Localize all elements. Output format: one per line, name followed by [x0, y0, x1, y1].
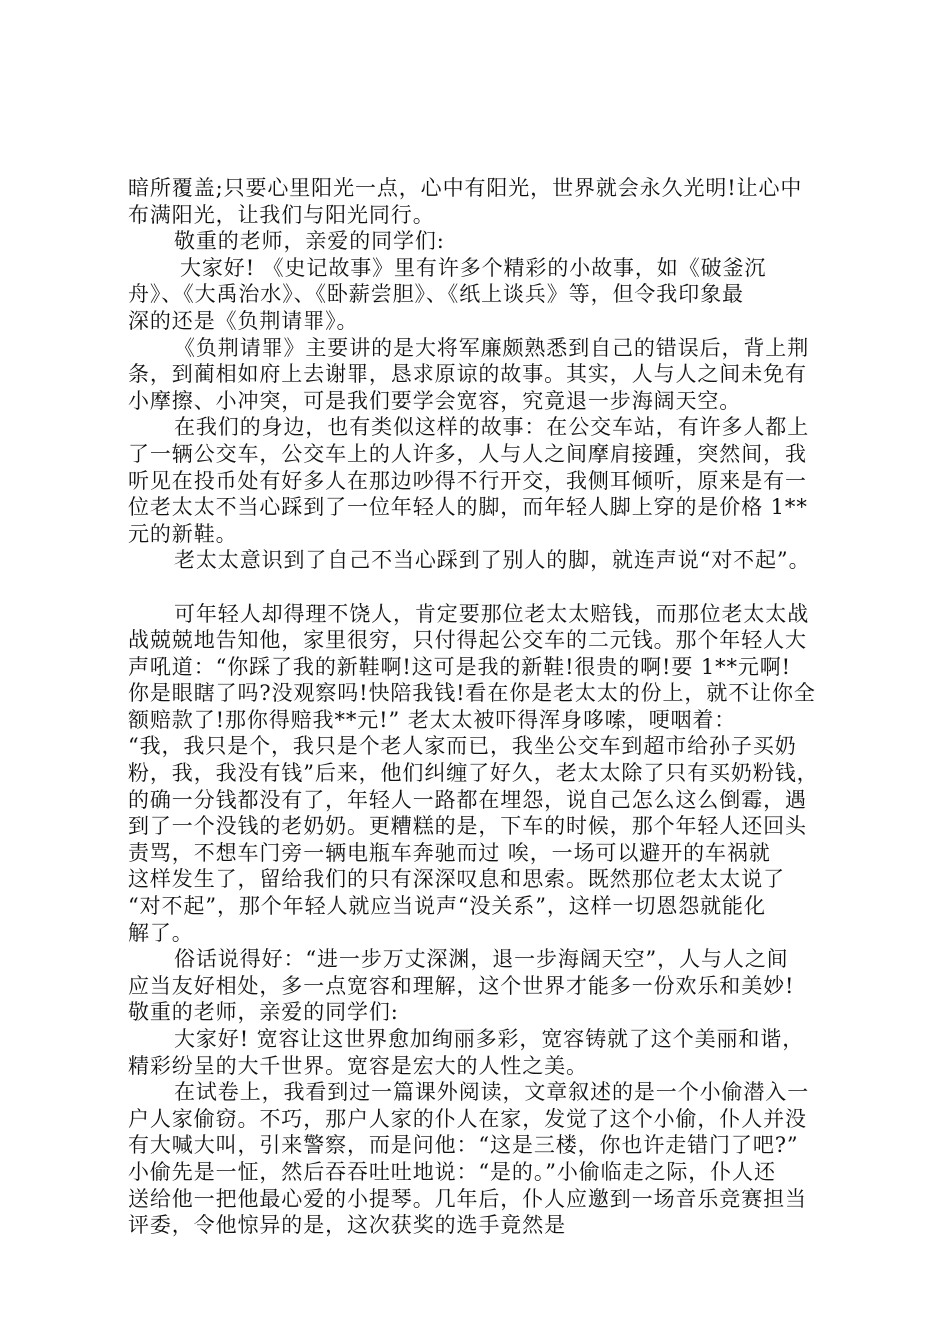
text-line: 户人家偷窃。不巧，那户人家的仆人在家，发觉了这个小偷，仆人并没: [128, 1106, 807, 1131]
text-line: 有大喊大叫，引来警察，而是问他：“这是三楼，你也许走错门了吧?”: [128, 1133, 799, 1158]
text-line: 送给他一把他最心爱的小提琴。几年后，仆人应邀到一场音乐竞赛担当: [128, 1186, 807, 1211]
text-line: 额赔款了!那你得赔我**元!” 老太太被吓得浑身哆嗦，哽咽着：: [128, 707, 737, 732]
text-line: 声吼道：“你踩了我的新鞋啊!这可是我的新鞋!很贵的啊!要 1**元啊!: [128, 654, 792, 679]
text-line: 到了一个没钱的老奶奶。更糟糕的是，下车的时候，那个年轻人还回头: [128, 814, 807, 839]
text-line: 了一辆公交车，公交车上的人许多，人与人之间摩肩接踵，突然间，我: [128, 441, 807, 466]
text-line: 大家好! 宽容让这世界愈加绚丽多彩，宽容铸就了这个美丽和谐，: [174, 1027, 805, 1051]
text-line: 责骂，不想车门旁一辆电瓶车奔驰而过 唉，一场可以避开的车祸就: [128, 840, 771, 865]
text-line: 的确一分钱都没有了，年轻人一路都在埋怨，说自己怎么这么倒霉，遇: [128, 787, 807, 812]
text-line: 在试卷上，我看到过一篇课外阅读，文章叙述的是一个小偷潜入一: [174, 1080, 810, 1105]
text-line: 位老太太不当心踩到了一位年轻人的脚，而年轻人脚上穿的是价格 1**: [128, 495, 808, 520]
text-line: 元的新鞋。: [128, 521, 238, 546]
text-line: 评委，令他惊异的是，这次获奖的选手竟然是: [128, 1213, 566, 1238]
text-line: 《负荆请罪》主要讲的是大将军廉颇熟悉到自己的错误后，背上荆: [174, 335, 810, 360]
body-text: [128, 175, 840, 1239]
text-line: 你是眼瞎了吗?没观察吗!快陪我钱!看在你是老太太的份上，就不让你全: [128, 681, 816, 706]
greeting: 敬重的老师，亲爱的同学们:: [128, 1000, 399, 1025]
text-line: 这样发生了，留给我们的只有深深叹息和思索。既然那位老太太说了: [128, 867, 785, 892]
text-line: 精彩纷呈的大千世界。宽容是宏大的人性之美。: [128, 1053, 588, 1078]
text-line: 战兢兢地告知他，家里很穷，只付得起公交车的二元钱。那个年轻人大: [128, 628, 807, 653]
text-line: 舟》、《大禹治水》、《卧薪尝胆》、《纸上谈兵》等，但令我印象最: [128, 282, 744, 307]
text-line: 布满阳光，让我们与阳光同行。: [128, 202, 435, 227]
text-line: 小摩擦、小冲突，可是我们要学会宽容，究竟退一步海阔天空。: [128, 388, 742, 413]
text-line: 俗话说得好：“进一步万丈深渊，退一步海阔天空”，人与人之间: [174, 947, 789, 972]
text-line: 老太太意识到了自己不当心踩到了别人的脚，就连声说“对不起”。: [174, 548, 811, 573]
text-line: “我，我只是个，我只是个老人家而已，我坐公交车到超市给孙子买奶: [128, 734, 797, 759]
paragraph-gap: [128, 574, 840, 601]
greeting: 敬重的老师，亲爱的同学们:: [174, 229, 445, 254]
text-line: 在我们的身边，也有类似这样的故事：在公交车站，有许多人都上: [174, 415, 810, 440]
text-line: 粉，我，我没有钱”后来，他们纠缠了好久，老太太除了只有买奶粉钱，: [128, 761, 819, 786]
text-line: 解了。: [128, 920, 194, 945]
text-line: 小偷先是一怔，然后吞吞吐吐地说：“是的。”小偷临走之际，仆人还: [128, 1159, 776, 1184]
text-line: “对不起”，那个年轻人就应当说声“没关系”，这样一切恩怨就能化: [128, 894, 766, 919]
text-line: 深的还是《负荆请罪》。: [128, 308, 359, 333]
text-line: 条，到蔺相如府上去谢罪，恳求原谅的故事。其实，人与人之间未免有: [128, 362, 807, 387]
text-line: 应当友好相处，多一点宽容和理解，这个世界才能多一份欢乐和美妙!: [128, 973, 795, 998]
text-line: 暗所覆盖;只要心里阳光一点，心中有阳光，世界就会永久光明!让心中: [128, 176, 803, 200]
text-line: 可年轻人却得理不饶人，肯定要那位老太太赔钱，而那位老太太战: [174, 601, 810, 626]
text-line: 大家好! 《史记故事》里有许多个精彩的小故事，如《破釜沉: [180, 255, 767, 280]
text-line: 听见在投币处有好多人在那边吵得不行开交，我侧耳倾听，原来是有一: [128, 468, 807, 493]
